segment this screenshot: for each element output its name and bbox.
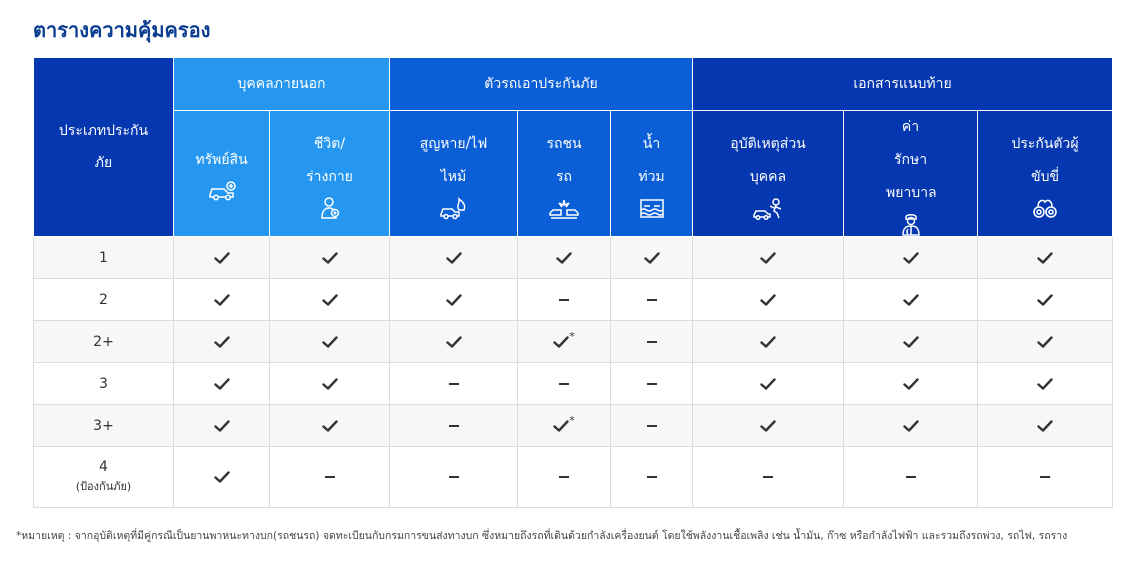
- coverage-cell: [611, 405, 693, 447]
- coverage-cell: [270, 237, 390, 279]
- coverage-cell: [611, 279, 693, 321]
- coverage-cell: [518, 405, 611, 447]
- plan-type-cell: [34, 405, 174, 447]
- dash-icon: [559, 299, 569, 301]
- plan-type-cell: [34, 237, 174, 279]
- coverage-cell: [611, 237, 693, 279]
- table-row: [34, 447, 1113, 508]
- car-fire-icon: [439, 196, 469, 220]
- plan-type-cell: [34, 363, 174, 405]
- coverage-cell: [270, 447, 390, 508]
- col-life-body: [270, 111, 390, 237]
- coverage-cell: [174, 237, 270, 279]
- plan-rows: [34, 237, 1113, 508]
- dash-icon: [647, 476, 657, 478]
- plan-type-label: 2: [99, 291, 108, 308]
- check-icon: [760, 294, 776, 306]
- check-icon: [903, 252, 919, 264]
- col-car-collision: [518, 111, 611, 237]
- coverage-cell: [844, 363, 978, 405]
- coverage-cell: [844, 237, 978, 279]
- dash-icon: [906, 476, 916, 478]
- coverage-cell: [844, 279, 978, 321]
- coverage-cell: [270, 321, 390, 363]
- dash-icon: [647, 341, 657, 343]
- coverage-cell: [978, 237, 1113, 279]
- coverage-cell: [518, 237, 611, 279]
- person-injury-icon: [315, 196, 345, 220]
- check-icon: [446, 336, 462, 348]
- coverage-cell: [390, 363, 518, 405]
- check-icon: [760, 336, 776, 348]
- handcuffs-icon: [1030, 196, 1060, 220]
- check-icon: [903, 378, 919, 390]
- coverage-cell: [978, 321, 1113, 363]
- coverage-table: [33, 57, 1113, 508]
- check-icon: [214, 378, 230, 390]
- coverage-cell: [518, 363, 611, 405]
- col-property: [174, 111, 270, 237]
- dash-icon: [647, 383, 657, 385]
- plan-type-cell: [34, 279, 174, 321]
- check-icon: [760, 420, 776, 432]
- coverage-cell: [174, 447, 270, 508]
- table-row: [34, 363, 1113, 405]
- plan-type-label: 3+: [93, 417, 114, 434]
- dash-icon: [325, 476, 335, 478]
- dash-icon: [647, 299, 657, 301]
- coverage-cell: [390, 405, 518, 447]
- dash-icon: [449, 425, 459, 427]
- coverage-cell: [174, 279, 270, 321]
- col-personal-accident: [693, 111, 844, 237]
- check-icon: [1037, 420, 1053, 432]
- plan-type-label: 2+: [93, 333, 114, 350]
- check-icon: [446, 294, 462, 306]
- plan-type-label: 4: [99, 459, 108, 475]
- coverage-cell: [693, 447, 844, 508]
- table-row: [34, 321, 1113, 363]
- dash-icon: [763, 476, 773, 478]
- group-insured-vehicle: ตัวรถเอาประกันภัย: [390, 58, 693, 111]
- personal-accident-icon: [753, 196, 783, 220]
- coverage-cell: [390, 447, 518, 508]
- coverage-cell: [844, 447, 978, 508]
- coverage-cell: [611, 321, 693, 363]
- col-flood: [611, 111, 693, 237]
- plan-type-cell: [34, 321, 174, 363]
- check-icon: [1037, 336, 1053, 348]
- dash-icon: [449, 383, 459, 385]
- coverage-cell: [844, 321, 978, 363]
- check-icon: [760, 252, 776, 264]
- check-icon: [903, 294, 919, 306]
- check-icon: [322, 294, 338, 306]
- doctor-icon: [896, 212, 926, 236]
- col-medical-label: ค่ารักษาพยาบาล: [886, 119, 937, 201]
- coverage-cell: [270, 363, 390, 405]
- check-icon: [322, 252, 338, 264]
- check-icon: [214, 471, 230, 483]
- coverage-cell: [174, 405, 270, 447]
- coverage-cell: [611, 363, 693, 405]
- dash-icon: [1040, 476, 1050, 478]
- plan-type-label: 3: [99, 375, 108, 392]
- flood-icon: [637, 196, 667, 220]
- check-icon: [446, 252, 462, 264]
- group-riders: เอกสารแนบท้าย: [693, 58, 1113, 111]
- dash-icon: [449, 476, 459, 478]
- table-row: [34, 405, 1113, 447]
- col-life-body-label: ชีวิต/ร่างกาย: [306, 135, 353, 185]
- check-icon: [322, 420, 338, 432]
- check-icon: [553, 336, 569, 348]
- plan-type-label: 1: [99, 249, 108, 266]
- check-icon: [556, 252, 572, 264]
- coverage-cell: [693, 321, 844, 363]
- col-loss-fire-label: สูญหาย/ไฟไหม้: [419, 135, 488, 185]
- check-icon: [903, 336, 919, 348]
- check-icon: [760, 378, 776, 390]
- coverage-cell: [693, 405, 844, 447]
- coverage-cell: [693, 237, 844, 279]
- col-driver-bail-label: ประกันตัวผู้ขับขี่: [1011, 135, 1079, 185]
- check-icon: [1037, 252, 1053, 264]
- col-loss-fire: [390, 111, 518, 237]
- check-icon: [553, 420, 569, 432]
- coverage-cell: [978, 363, 1113, 405]
- header-plan-type: ประเภทประกันภัย: [34, 58, 174, 237]
- dash-icon: [559, 383, 569, 385]
- group-third-party: บุคคลภายนอก: [174, 58, 390, 111]
- coverage-cell: [270, 405, 390, 447]
- dash-icon: [559, 476, 569, 478]
- coverage-cell: [390, 321, 518, 363]
- check-icon: [214, 294, 230, 306]
- coverage-cell: [978, 405, 1113, 447]
- coverage-cell: [270, 279, 390, 321]
- coverage-cell: [693, 279, 844, 321]
- check-icon: [1037, 294, 1053, 306]
- check-icon: [214, 336, 230, 348]
- coverage-cell: [518, 447, 611, 508]
- coverage-cell: [518, 279, 611, 321]
- coverage-cell: [174, 363, 270, 405]
- coverage-cell: [390, 279, 518, 321]
- check-icon: [903, 420, 919, 432]
- col-car-collision-label: รถชนรถ: [546, 135, 582, 185]
- col-driver-bail: [978, 111, 1113, 237]
- plan-type-sublabel: (ป้องกันภัย): [75, 480, 132, 493]
- col-flood-label: น้ำท่วม: [638, 135, 665, 185]
- coverage-cell: [518, 321, 611, 363]
- footnote-marker: *: [569, 329, 575, 343]
- check-icon: [214, 252, 230, 264]
- coverage-cell: [611, 447, 693, 508]
- plan-type-cell: [34, 447, 174, 508]
- footnote-marker: *: [569, 413, 575, 427]
- check-icon: [644, 252, 660, 264]
- coverage-cell: [978, 279, 1113, 321]
- footnote: *หมายเหตุ : จากอุบัติเหตุที่มีคู่กรณีเป็นยานพาหนะทางบก(รถชนรถ) จดทะเบียนกับกรมการขนส่งทางบก ซึ่งหมายถึงรถที่เดินด้วยกำลังเครื่องยนต์ โดยใช้พลังงานเชื้อเพลิง เช่น น้ำมัน, ก๊าซ หรือกำลังไฟฟ้า และรวมถึงรถพ่วง, รถไฟ, รถราง: [16, 530, 1068, 542]
- coverage-cell: [390, 237, 518, 279]
- car-property-icon: [207, 179, 237, 203]
- check-icon: [322, 378, 338, 390]
- coverage-cell: [844, 405, 978, 447]
- dash-icon: [647, 425, 657, 427]
- coverage-cell: [978, 447, 1113, 508]
- car-collision-icon: [549, 196, 579, 220]
- page-title: ตารางความคุ้มครอง: [33, 18, 211, 42]
- col-property-label: ทรัพย์สิน: [195, 152, 248, 168]
- coverage-cell: [693, 363, 844, 405]
- check-icon: [214, 420, 230, 432]
- coverage-cell: [174, 321, 270, 363]
- col-medical: [844, 111, 978, 237]
- col-personal-accident-label: อุบัติเหตุส่วนบุคคล: [730, 135, 806, 185]
- table-row: [34, 237, 1113, 279]
- check-icon: [322, 336, 338, 348]
- table-row: [34, 279, 1113, 321]
- check-icon: [1037, 378, 1053, 390]
